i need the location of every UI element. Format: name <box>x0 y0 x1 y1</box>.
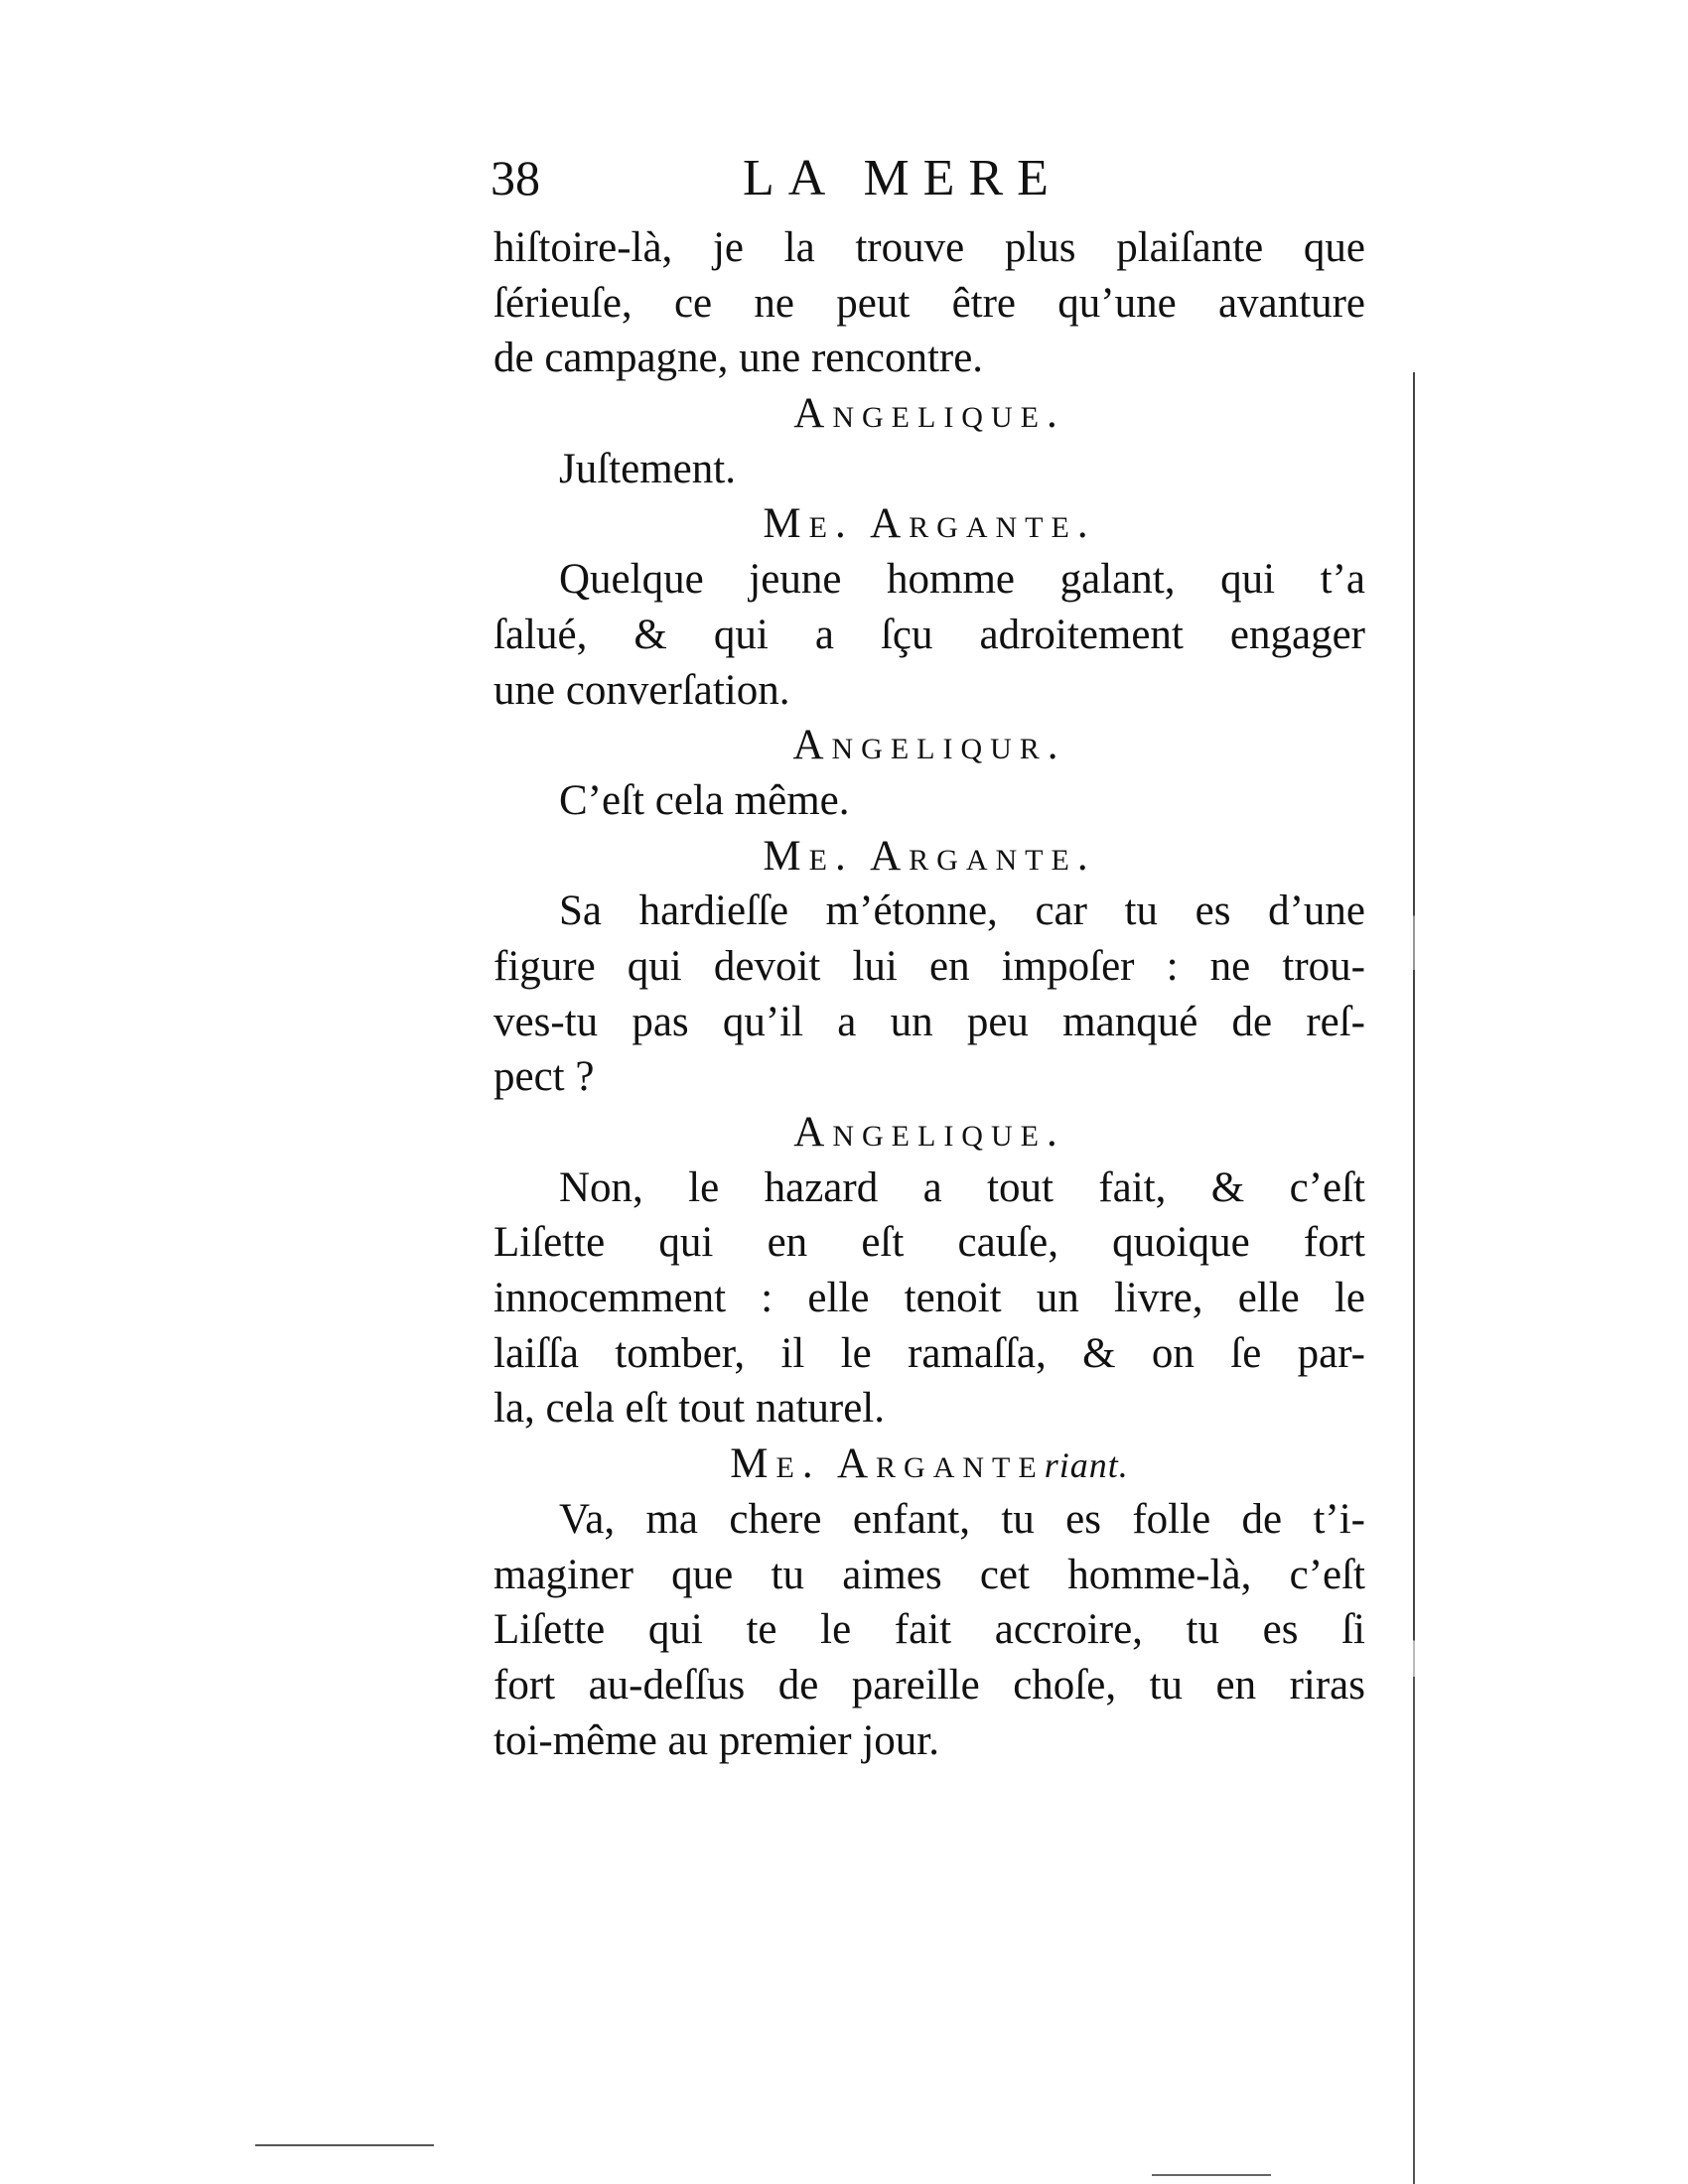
scan-artifact-line <box>255 2144 434 2146</box>
text-line: ves-tu pas qu’il a un peu manqué de reſ- <box>493 998 1365 1045</box>
text-line: C’eſt cela même. <box>559 776 850 824</box>
text-line: Liſette qui te le fait accroire, tu es ſi <box>493 1606 1365 1654</box>
speaker-name: Angeliqur. <box>792 722 1066 769</box>
text-line: Sa hardieſſe m’étonne, car tu es d’une <box>559 887 1365 935</box>
speaker-name: Angelique. <box>793 1109 1065 1156</box>
speaker-name-text: Me. Argante <box>730 1440 1045 1488</box>
text-line: laiſſa tomber, il le ramaſſa, & on ſe par- <box>493 1329 1365 1377</box>
text-line: toi-même au premier jour. <box>493 1716 939 1764</box>
scan-artifact-line <box>1152 2174 1271 2176</box>
page-number: 38 <box>491 150 540 205</box>
page-body <box>493 220 1365 1768</box>
text-line: une converſation. <box>493 666 790 714</box>
text-line: hiſtoire-là, je la trouve plus plaiſante que <box>493 224 1365 271</box>
text-line: innocemment : elle tenoit un livre, elle le <box>493 1275 1365 1322</box>
speaker-name <box>493 1436 1365 1492</box>
text-line: la, cela eſt tout naturel. <box>493 1385 885 1433</box>
speaker-name: Angelique. <box>793 390 1065 438</box>
text-line: maginer que tu aimes cet homme-là, c’eſt <box>493 1551 1365 1598</box>
text-line: Non, le hazard a tout fait, & c’eſt <box>559 1163 1365 1211</box>
page-edge-line <box>1413 372 1415 2184</box>
text-line: ſérieuſe, ce ne peut être qu’une avanture <box>493 279 1365 327</box>
text-line: Va, ma chere enfant, tu es folle de t’i- <box>559 1495 1365 1543</box>
page-header <box>491 149 1364 214</box>
text-line: Juſtement. <box>559 445 736 492</box>
text-line: fort au-deſſus de pareille choſe, tu en riras <box>493 1661 1365 1708</box>
stage-direction: riant. <box>1044 1445 1129 1486</box>
text-line: Quelque jeune homme galant, qui t’a <box>559 556 1365 604</box>
text-line: figure qui devoit lui en impoſer : ne trou- <box>493 942 1365 990</box>
text-line: pect ? <box>493 1053 595 1101</box>
text-line: de campagne, une rencontre. <box>493 335 984 382</box>
text-line: ſalué, & qui a ſçu adroitement engager <box>493 611 1365 658</box>
speaker-name: Me. Argante. <box>763 832 1096 880</box>
text-line: Liſette qui en eſt cauſe, quoique fort <box>493 1219 1365 1267</box>
speaker-name: Me. Argante. <box>763 500 1096 548</box>
running-title: LA MERE <box>743 150 1062 206</box>
